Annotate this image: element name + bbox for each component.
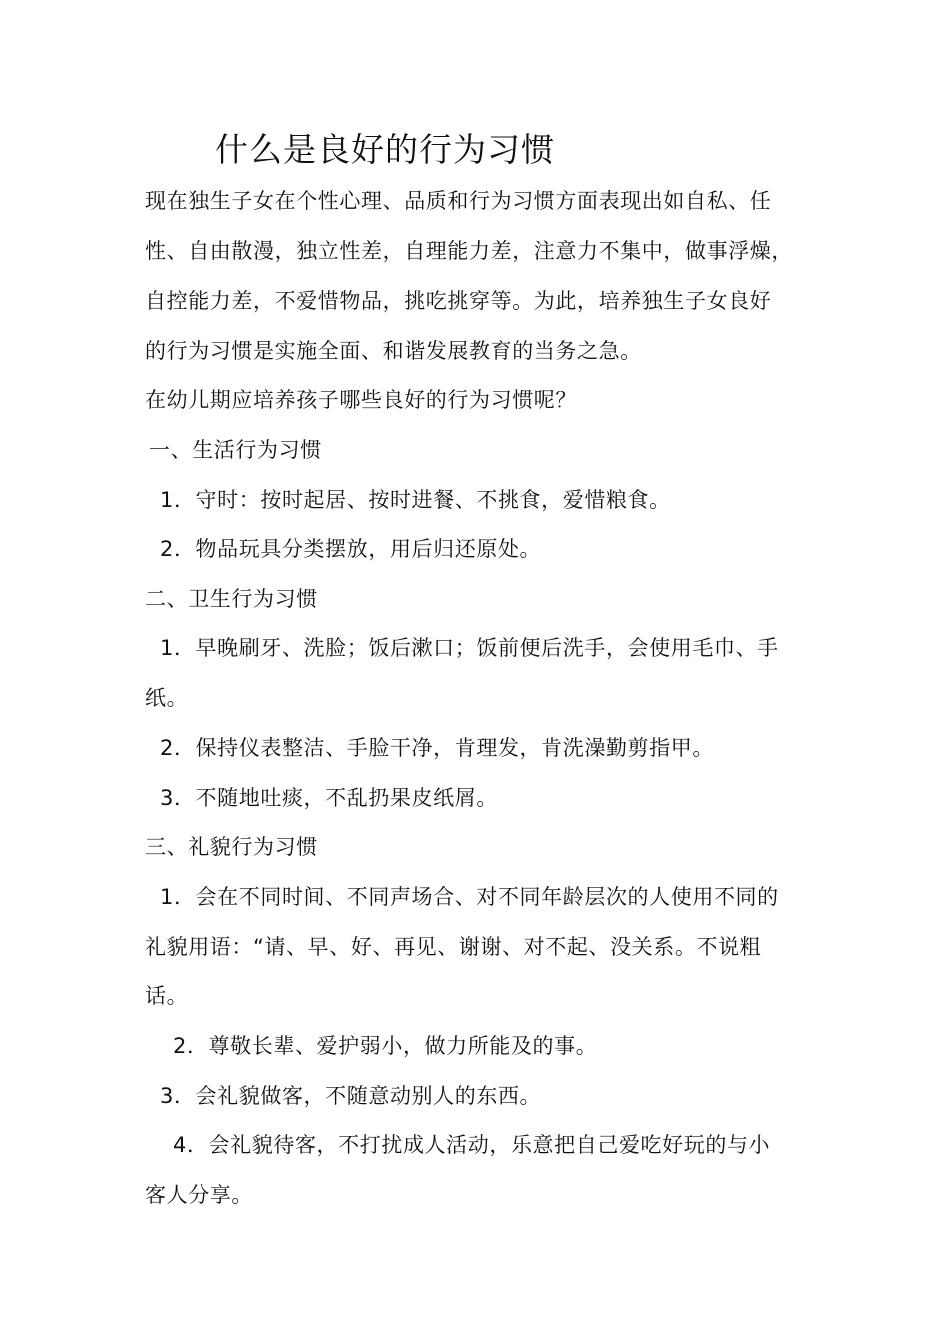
section3-item-4-line-1: 4．会礼貌待客，不打扰成人活动，乐意把自己爱吃好玩的与小	[173, 1133, 771, 1157]
section3-item-3: 3．会礼貌做客，不随意动别人的东西。	[160, 1084, 542, 1108]
section2-item-1-line-1: 1．早晚刷牙、洗脸；饭后漱口；饭前便后洗手，会使用毛巾、手	[160, 636, 779, 660]
section3-item-1-line-3: 话。	[145, 984, 189, 1008]
section2-item-2: 2．保持仪表整洁、手脸干净，肯理发，肯洗澡勤剪指甲。	[160, 736, 714, 760]
section3-item-2: 2．尊敬长辈、爱护弱小，做力所能及的事。	[173, 1034, 598, 1058]
intro-line-3: 自控能力差，不爱惜物品，挑吃挑穿等。为此，培养独生子女良好	[145, 289, 772, 313]
section2-item-3: 3．不随地吐痰，不乱扔果皮纸屑。	[160, 786, 498, 810]
section3-item-1-line-2: 礼貌用语：“请、早、好、再见、谢谢、对不起、没关系。不说粗	[145, 935, 762, 959]
intro-question: 在幼儿期应培养孩子哪些良好的行为习惯呢？	[145, 388, 577, 412]
section1-item-1: 1．守时：按时起居、按时进餐、不挑食，爱惜粮食。	[160, 488, 671, 512]
intro-line-2: 性、自由散漫，独立性差，自理能力差，注意力不集中，做事浮燥，	[145, 239, 793, 263]
section1-heading: 一、生活行为习惯	[149, 438, 322, 462]
document-title: 什么是良好的行为习惯	[215, 130, 555, 169]
section2-item-1-line-2: 纸。	[145, 686, 189, 710]
section1-item-2: 2．物品玩具分类摆放，用后归还原处。	[160, 537, 542, 561]
intro-line-1: 现在独生子女在个性心理、品质和行为习惯方面表现出如自私、任	[145, 189, 772, 213]
section3-heading: 三、礼貌行为习惯	[145, 835, 318, 859]
section3-item-4-line-2: 客人分享。	[145, 1183, 253, 1207]
intro-line-4: 的行为习惯是实施全面、和谐发展教育的当务之急。	[145, 339, 642, 363]
section2-heading: 二、卫生行为习惯	[145, 587, 318, 611]
section3-item-1-line-1: 1．会在不同时间、不同声场合、对不同年龄层次的人使用不同的	[160, 885, 779, 909]
